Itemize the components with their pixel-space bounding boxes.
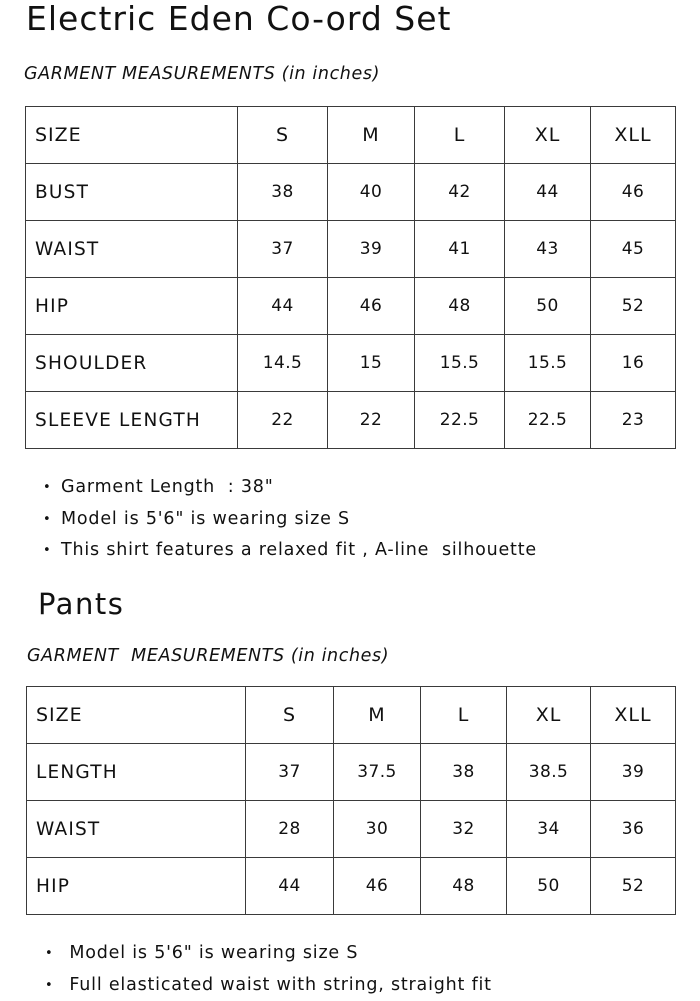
- table-cell: 15.5: [505, 335, 591, 392]
- top-size-table: [25, 106, 676, 449]
- pants-measurements-heading: [27, 646, 389, 666]
- table-header-row: [27, 687, 676, 744]
- row-label: HIP: [27, 858, 246, 915]
- table-cell: 36: [591, 801, 676, 858]
- table-row: [26, 335, 676, 392]
- table-row: [27, 858, 676, 915]
- table-cell: 46: [591, 164, 676, 221]
- table-cell: 41: [415, 221, 505, 278]
- pants-title: Pants: [38, 586, 124, 622]
- table-header-cell: M: [334, 687, 421, 744]
- table-cell: 30: [334, 801, 421, 858]
- page-title: Electric Eden Co-ord Set: [26, 0, 451, 38]
- table-row: [26, 221, 676, 278]
- row-label: SHOULDER: [26, 335, 238, 392]
- table-cell: 39: [328, 221, 415, 278]
- table-cell: 22: [238, 392, 328, 449]
- table-cell: 22.5: [415, 392, 505, 449]
- table-cell: 38: [238, 164, 328, 221]
- table-cell: 22: [328, 392, 415, 449]
- table-cell: 50: [505, 278, 591, 335]
- top-subheading: GARMENT MEASUREMENTS: [24, 64, 276, 84]
- row-label: WAIST: [26, 221, 238, 278]
- table-cell: 52: [591, 278, 676, 335]
- table-header-cell: L: [421, 687, 507, 744]
- pants-unit-note: (in inches): [291, 646, 389, 666]
- table-header-cell: SIZE: [27, 687, 246, 744]
- table-cell: 28: [246, 801, 334, 858]
- table-cell: 15.5: [415, 335, 505, 392]
- top-notes-list: [40, 472, 537, 567]
- top-unit-note: (in inches): [282, 64, 380, 84]
- table-cell: 46: [328, 278, 415, 335]
- table-cell: 44: [505, 164, 591, 221]
- list-item: • This shirt features a relaxed fit , A-line silhouette: [40, 535, 537, 567]
- table-cell: 45: [591, 221, 676, 278]
- table-cell: 44: [238, 278, 328, 335]
- row-label: BUST: [26, 164, 238, 221]
- table-cell: 32: [421, 801, 507, 858]
- table-cell: 22.5: [505, 392, 591, 449]
- table-cell: 48: [415, 278, 505, 335]
- table-cell: 37: [246, 744, 334, 801]
- table-cell: 44: [246, 858, 334, 915]
- table-cell: 14.5: [238, 335, 328, 392]
- table-cell: 15: [328, 335, 415, 392]
- table-cell: 34: [507, 801, 591, 858]
- pants-notes-list: [42, 938, 492, 1001]
- table-header-cell: S: [246, 687, 334, 744]
- table-header-cell: L: [415, 107, 505, 164]
- row-label: HIP: [26, 278, 238, 335]
- table-header-cell: M: [328, 107, 415, 164]
- table-cell: 23: [591, 392, 676, 449]
- table-cell: 40: [328, 164, 415, 221]
- table-cell: 38.5: [507, 744, 591, 801]
- table-header-cell: XLL: [591, 107, 676, 164]
- list-item: • Model is 5'6" is wearing size S: [42, 938, 492, 970]
- table-cell: 46: [334, 858, 421, 915]
- table-cell: 42: [415, 164, 505, 221]
- table-cell: 37.5: [334, 744, 421, 801]
- table-row: [26, 392, 676, 449]
- table-cell: 52: [591, 858, 676, 915]
- table-header-cell: XL: [507, 687, 591, 744]
- table-cell: 39: [591, 744, 676, 801]
- row-label: LENGTH: [27, 744, 246, 801]
- table-cell: 37: [238, 221, 328, 278]
- table-row: [27, 744, 676, 801]
- pants-size-table: [26, 686, 676, 915]
- table-cell: 50: [507, 858, 591, 915]
- table-header-cell: XLL: [591, 687, 676, 744]
- table-header-cell: XL: [505, 107, 591, 164]
- list-item: • Model is 5'6" is wearing size S: [40, 504, 537, 536]
- list-item: • Full elasticated waist with string, straight fit: [42, 970, 492, 1001]
- table-cell: 16: [591, 335, 676, 392]
- row-label: WAIST: [27, 801, 246, 858]
- table-header-cell: S: [238, 107, 328, 164]
- table-header-cell: SIZE: [26, 107, 238, 164]
- top-measurements-heading: [24, 64, 380, 84]
- table-cell: 43: [505, 221, 591, 278]
- table-cell: 38: [421, 744, 507, 801]
- row-label: SLEEVE LENGTH: [26, 392, 238, 449]
- pants-subheading: GARMENT MEASUREMENTS: [27, 646, 285, 666]
- table-header-row: [26, 107, 676, 164]
- table-row: [27, 801, 676, 858]
- table-row: [26, 164, 676, 221]
- table-row: [26, 278, 676, 335]
- list-item: • Garment Length : 38": [40, 472, 537, 504]
- table-cell: 48: [421, 858, 507, 915]
